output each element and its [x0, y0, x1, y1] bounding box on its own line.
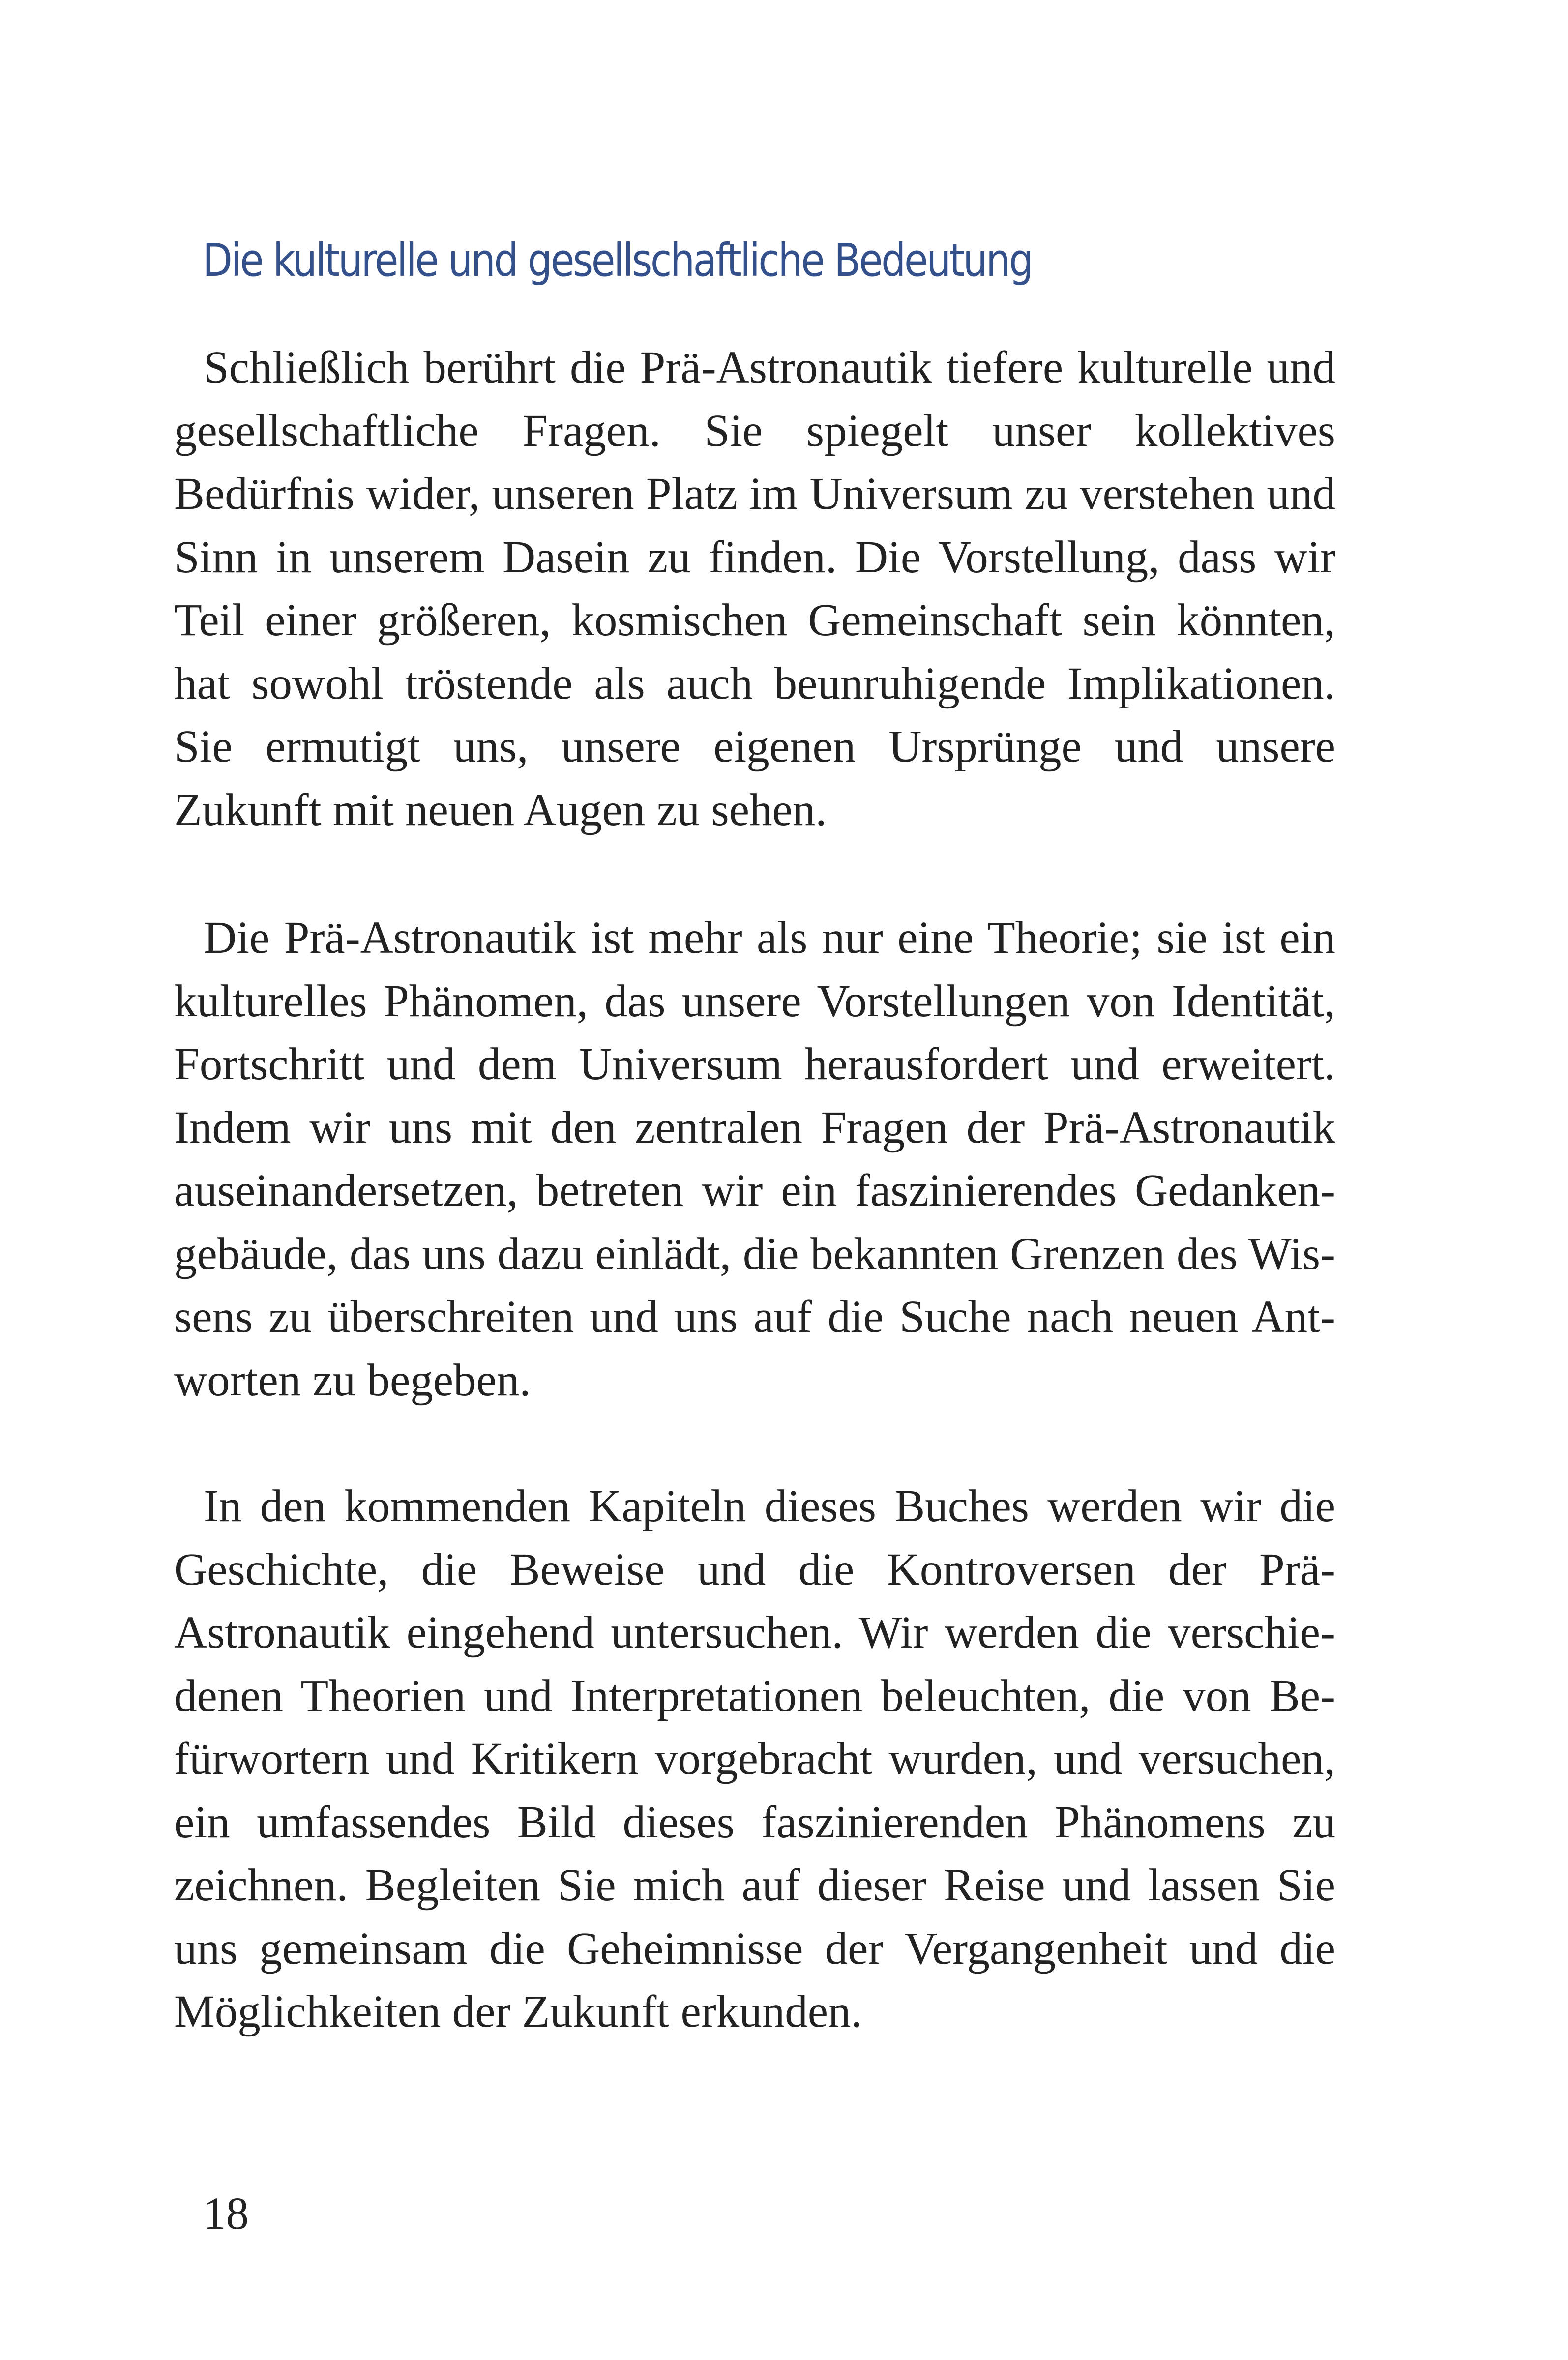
paragraph-3	[174, 1475, 1335, 2044]
paragraph-1	[174, 336, 1335, 842]
paragraph-text: Schließlich berührt die Prä-Astronautik tiefere kulturelle und gesellschaftliche Fragen. Sie spiegelt unser kollektives Bedürfnis wider, unseren Platz im Universum zu verstehen und Sinn in unserem Dasein zu finden. Die Vorstellung, dass wir Teil einer größeren, kosmischen Gemeinschaft sein könnten, hat sowohl tröstende als auch beunruhigende Implikationen. Sie ermutigt uns, unsere eigenen Ursprünge und unsere Zukunft mit neuen Augen zu sehen.	[174, 342, 1335, 835]
paragraph-text: In den kommenden Kapiteln dieses Buches werden wir die Geschichte, die Beweise und die Kontroversen der Prä-Astronautik eingehend untersuchen. Wir werden die verschiedenen Theorien und Interpretationen beleuchten, die von Befürwortern und Kritikern vorgebracht wurden, und versuchen, ein umfassendes Bild dieses faszinierenden Phänomens zu zeichnen. Begleiten Sie mich auf dieser Reise und lassen Sie uns gemeinsam die Geheimnisse der Vergangenheit und die Möglichkeiten der Zukunft erkunden.	[174, 1481, 1335, 2037]
paragraph-text: Die Prä-Astronautik ist mehr als nur eine Theorie; sie ist ein kulturelles Phänomen, das unsere Vorstellungen von Identität, Fortschritt und dem Universum herausfordert und erweitert. Indem wir uns mit den zentralen Fragen der Prä-Astronautik auseinandersetzen, betreten wir ein faszinierendes Gedankengebäude, das uns dazu einlädt, die bekannten Grenzen des Wissens zu überschreiten und uns auf die Suche nach neuen Antworten zu begeben.	[174, 913, 1335, 1406]
section-heading: Die kulturelle und gesellschaftliche Bedeutung	[203, 234, 1032, 287]
page-number: 18	[203, 2188, 249, 2239]
paragraph-2	[174, 907, 1335, 1412]
